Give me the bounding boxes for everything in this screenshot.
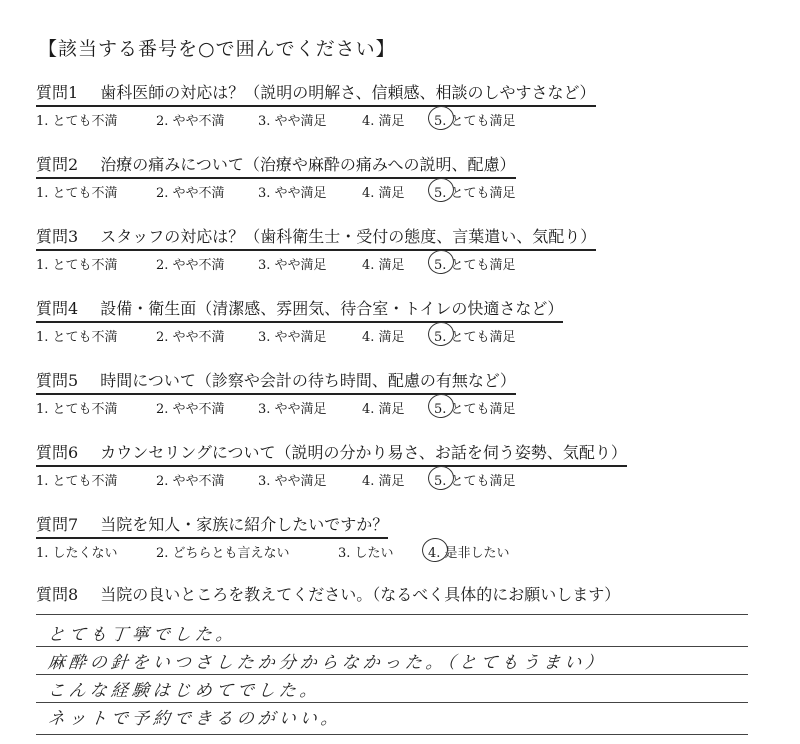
question-number: 質問4: [36, 299, 79, 318]
question-text: [36, 224, 596, 251]
question-number: 質問6: [36, 443, 79, 462]
question-label: 治療の痛みについて（治療や麻酔の痛みへの説明、配慮）: [100, 155, 516, 174]
option-1[interactable]: 1. とても不満: [36, 474, 118, 489]
question-text: [36, 80, 596, 107]
answer-rule-line: [36, 702, 748, 703]
option-3[interactable]: 3. したい: [338, 546, 394, 561]
option-1[interactable]: 1. とても不満: [36, 258, 118, 273]
question-6: [36, 440, 736, 490]
option-4[interactable]: 4. 満足: [362, 258, 405, 273]
option-3[interactable]: 3. やや満足: [258, 114, 327, 129]
option-3[interactable]: 3. やや満足: [258, 258, 327, 273]
option-row: [36, 254, 736, 274]
option-2[interactable]: 2. やや不満: [156, 330, 225, 345]
option-5[interactable]: 5. とても満足: [434, 330, 516, 345]
question-text: [36, 296, 563, 323]
question-label: 時間について（診察や会計の待ち時間、配慮の有無など）: [100, 371, 516, 390]
handwritten-answer: こんな経験はじめてでした。: [46, 681, 322, 701]
option-4[interactable]: 4. 満足: [362, 474, 405, 489]
answer-rule-line: [36, 646, 748, 647]
option-3[interactable]: 3. やや満足: [258, 474, 327, 489]
option-2[interactable]: 2. やや不満: [156, 474, 225, 489]
option-4[interactable]: 4. 満足: [362, 186, 405, 201]
page-title: 【該当する番号を○で囲んでください】: [38, 38, 396, 60]
question-number: 質問3: [36, 227, 79, 246]
question-number: 質問5: [36, 371, 79, 390]
question-4: [36, 296, 736, 346]
option-5[interactable]: 5. とても満足: [434, 186, 516, 201]
handwritten-answer: 麻酔の針をいつさしたか分からなかった。（とてもうまい）: [46, 653, 608, 673]
question-text: [36, 368, 516, 395]
handwritten-answer: とても丁寧でした。: [46, 625, 238, 645]
option-row: [36, 542, 736, 562]
option-1[interactable]: 1. とても不満: [36, 114, 118, 129]
answer-rule-line: [36, 674, 748, 675]
option-row: [36, 398, 736, 418]
question-3: [36, 224, 736, 274]
option-4[interactable]: 4. 満足: [362, 402, 405, 417]
option-5[interactable]: 5. とても満足: [434, 114, 516, 129]
option-1[interactable]: 1. とても不満: [36, 330, 118, 345]
option-row: [36, 326, 736, 346]
question-5: [36, 368, 736, 418]
question-7: [36, 512, 736, 562]
option-2[interactable]: 2. やや不満: [156, 402, 225, 417]
option-4[interactable]: 4. 満足: [362, 114, 405, 129]
option-4[interactable]: 4. 満足: [362, 330, 405, 345]
option-row: [36, 110, 736, 130]
option-4[interactable]: 4. 是非したい: [428, 546, 510, 561]
question-text: [36, 152, 516, 179]
option-5[interactable]: 5. とても満足: [434, 258, 516, 273]
handwritten-answer: ネットで予約できるのがいい。: [46, 709, 343, 729]
option-5[interactable]: 5. とても満足: [434, 402, 516, 417]
question-number: 質問8: [36, 585, 79, 604]
option-5[interactable]: 5. とても満足: [434, 474, 516, 489]
option-row: [36, 470, 736, 490]
option-1[interactable]: 1. とても不満: [36, 186, 118, 201]
question-text: [36, 440, 627, 467]
question-text: [36, 512, 388, 539]
option-2[interactable]: 2. どちらとも言えない: [156, 546, 290, 561]
option-2[interactable]: 2. やや不満: [156, 186, 225, 201]
option-1[interactable]: 1. したくない: [36, 546, 118, 561]
question-label: 当院を知人・家族に紹介したいですか？: [100, 515, 389, 534]
question-number: 質問7: [36, 515, 79, 534]
question-1: [36, 80, 736, 130]
question-label: 当院の良いところを教えてください。（なるべく具体的にお願いします）: [100, 585, 621, 604]
option-3[interactable]: 3. やや満足: [258, 330, 327, 345]
option-2[interactable]: 2. やや不満: [156, 114, 225, 129]
question-number: 質問1: [36, 83, 79, 102]
question-2: [36, 152, 736, 202]
question-text: [36, 582, 736, 605]
option-3[interactable]: 3. やや満足: [258, 402, 327, 417]
answer-rule-line: [36, 734, 748, 735]
option-row: [36, 182, 736, 202]
question-number: 質問2: [36, 155, 79, 174]
question-label: 歯科医師の対応は？（説明の明解さ、信頼感、相談のしやすさなど）: [100, 83, 596, 102]
question-label: カウンセリングについて（説明の分かり易さ、お話を伺う姿勢、気配り）: [100, 443, 627, 462]
option-2[interactable]: 2. やや不満: [156, 258, 225, 273]
question-label: スタッフの対応は？（歯科衛生士・受付の態度、言葉遣い、気配り）: [100, 227, 597, 246]
option-3[interactable]: 3. やや満足: [258, 186, 327, 201]
option-1[interactable]: 1. とても不満: [36, 402, 118, 417]
question-8: [36, 582, 736, 605]
question-label: 設備・衛生面（清潔感、雰囲気、待合室・トイレの快適さなど）: [100, 299, 564, 318]
answer-rule-line: [36, 614, 748, 615]
